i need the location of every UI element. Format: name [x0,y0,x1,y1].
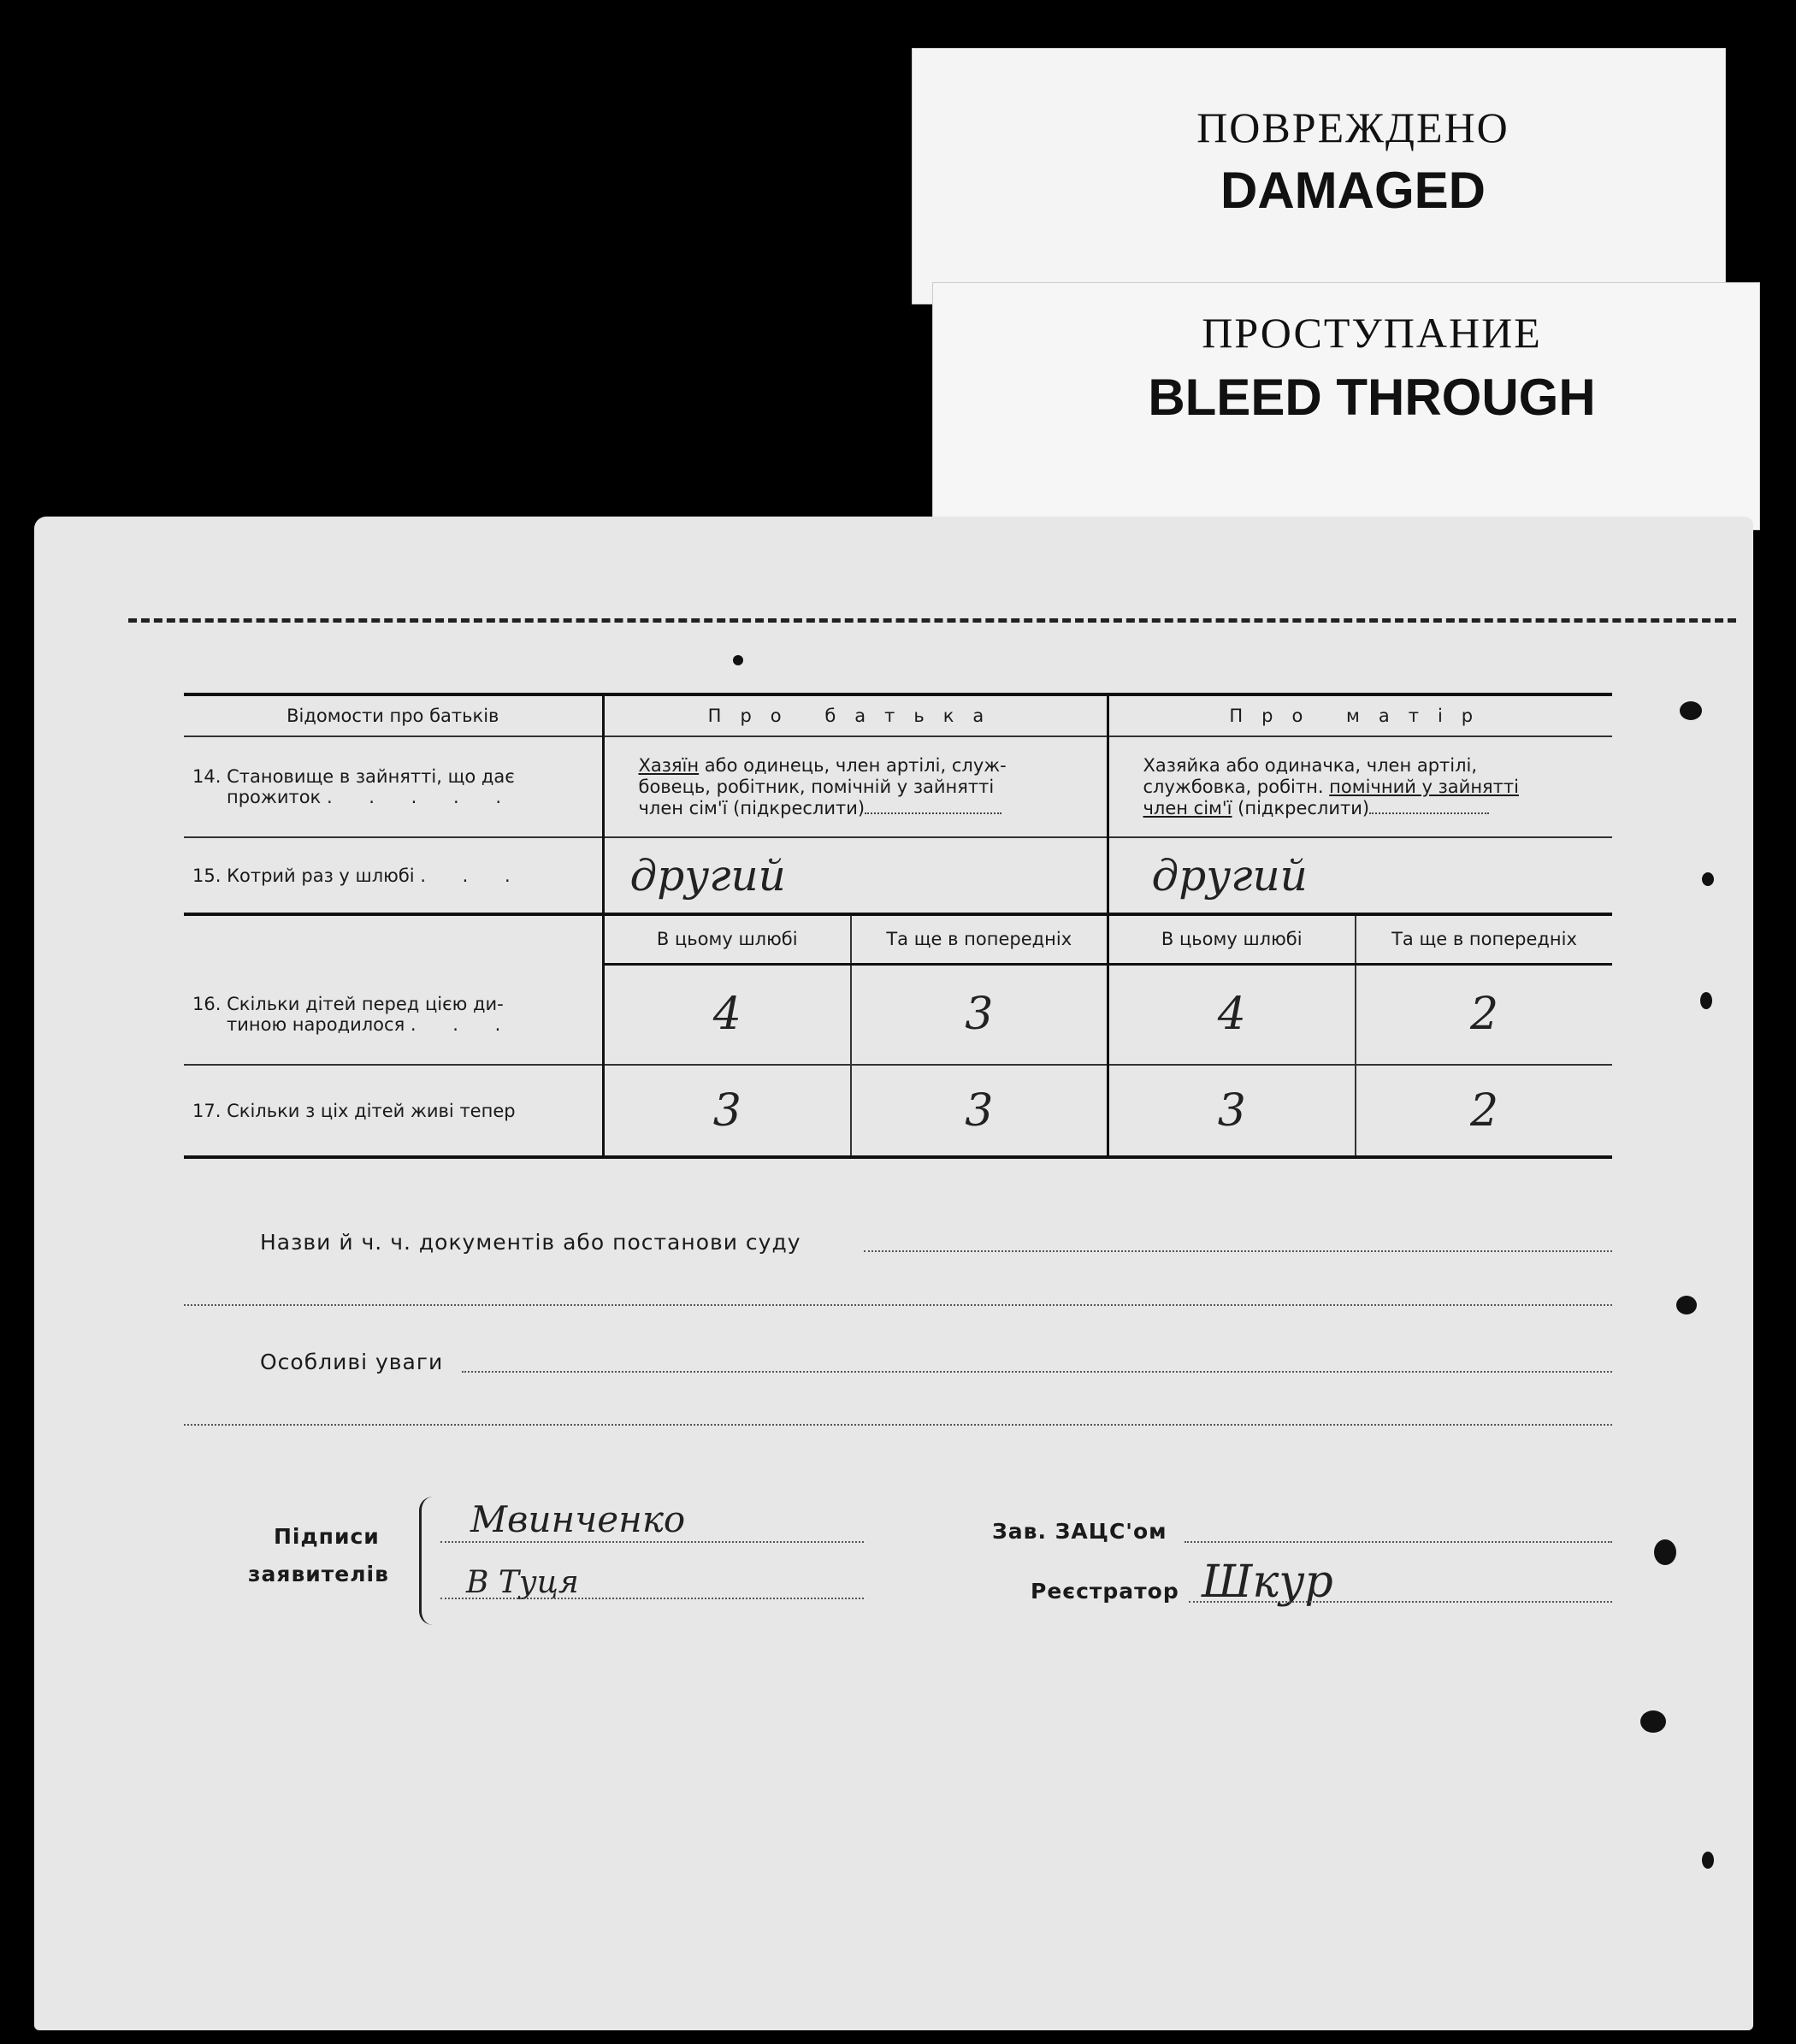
row14-label: 14. Становище в зайнятті, що дає прожиток . . . . . [192,766,517,807]
row17-mother-this-value: 3 [1108,1065,1356,1157]
row15-num: 15. [192,865,222,886]
row15-mother-value: другий [1108,837,1612,914]
row15-father-value: другий [603,837,1108,914]
subheader-empty [184,914,603,964]
mother-options-line1: Хазяйка або одиначка, член артілі, [1143,754,1478,776]
parents-info-table [184,693,1612,1159]
row17-father-previous-value: 3 [851,1065,1108,1157]
row17-label-text: Скільки з ціх дітей живі тепер [227,1100,516,1121]
row16-mother-this-value: 4 [1108,964,1356,1065]
subheader-father-this: В цьому шлюбі [603,914,851,964]
remarks-line-2 [184,1424,1612,1426]
applicant-signature-1: Мвинченко [470,1498,686,1540]
binding-hole [1640,1710,1666,1733]
row14-father-options [603,736,1108,837]
binding-hole [1702,872,1714,886]
row16-label: 16. Скільки дітей перед цією ди- тиною народилося . . . [192,993,517,1035]
mother-options-line3: (підкреслити) [1232,797,1370,818]
registrar-signature: Шкур [1202,1557,1333,1608]
row16-num: 16. [192,993,222,1014]
subheader-mother-previous: Та ще в попередніх [1356,914,1612,964]
row17-mother-previous-value: 2 [1356,1065,1612,1157]
row16-label-line2: тиною народилося [227,1013,405,1035]
binding-hole [1702,1852,1714,1869]
documents-label: Назви й ч. ч. документів або постанови суду [260,1230,801,1255]
header-father: Про батька [603,694,1108,736]
row16-father-previous-value: 3 [851,964,1108,1065]
row15-label-text: Котрий раз у шлюбі [227,865,415,886]
row17-num: 17. [192,1100,222,1121]
row14-num: 14. [192,766,222,787]
damaged-label-card [912,48,1726,304]
row17-father-this-value: 3 [603,1065,851,1157]
perforation-line [128,618,1736,623]
mother-options-line2: службовка, робітн. [1143,776,1330,797]
registrar-line [1189,1601,1612,1603]
damaged-label-en: DAMAGED [1220,162,1486,219]
row16-mother-previous-value: 2 [1356,964,1612,1065]
signatures-brace [419,1497,434,1625]
subheader-mother-this: В цьому шлюбі [1108,914,1356,964]
signatures-label-line1: Підписи [274,1524,380,1549]
row16-father-this-value: 4 [603,964,851,1065]
binding-hole [1700,992,1712,1009]
registrar-label: Реєстратор [1031,1579,1179,1604]
binding-hole [1680,701,1702,720]
header-parents-info: Відомости про батьків [184,694,603,736]
remarks-label: Особливі уваги [260,1350,444,1374]
mother-option-helper: помічний у зайнятті [1329,776,1519,797]
binding-hole [1676,1296,1697,1314]
binding-hole [1654,1539,1676,1565]
father-options-line1: або одинець, член артілі, служ- [699,754,1007,776]
bleed-label-en: BLEED THROUGH [1148,369,1596,426]
head-zags-line [1185,1541,1612,1543]
documents-line-1 [864,1250,1612,1252]
signature-line-2 [440,1598,864,1599]
bleed-label-ru: ПРОСТУПАНИЕ [1202,309,1542,357]
signatures-label-line2: заявителів [248,1562,389,1586]
documents-line-2 [184,1304,1612,1306]
ink-dot [733,655,743,665]
father-options-line3: член сім'ї (підкреслити) [638,797,866,818]
row16-label-line1: Скільки дітей перед цією ди- [227,993,504,1014]
father-options-line2: бовець, робітник, помічній у зайнятті [638,776,995,797]
row14-label-line1: Становище в зайнятті, що дає [227,766,515,787]
row17-label [184,1065,603,1157]
signature-line-1 [440,1541,864,1543]
applicant-signature-2: В Туця [466,1565,579,1600]
father-option-owner: Хазяїн [638,754,700,776]
header-mother: Про матір [1108,694,1612,736]
mother-option-family-member: член сім'ї [1143,797,1232,818]
bleed-through-label-card [932,282,1760,530]
subheader-father-previous: Та ще в попередніх [851,914,1108,964]
remarks-line-1 [462,1371,1612,1373]
row15-label: 15. Котрий раз у шлюбі . . . [184,837,603,914]
row14-label-line2: прожиток [227,787,322,807]
head-zags-label: Зав. ЗАЦС'ом [992,1519,1167,1544]
damaged-label-ru: ПОВРЕЖДЕНО [1196,103,1509,151]
row14-mother-options [1108,736,1612,837]
